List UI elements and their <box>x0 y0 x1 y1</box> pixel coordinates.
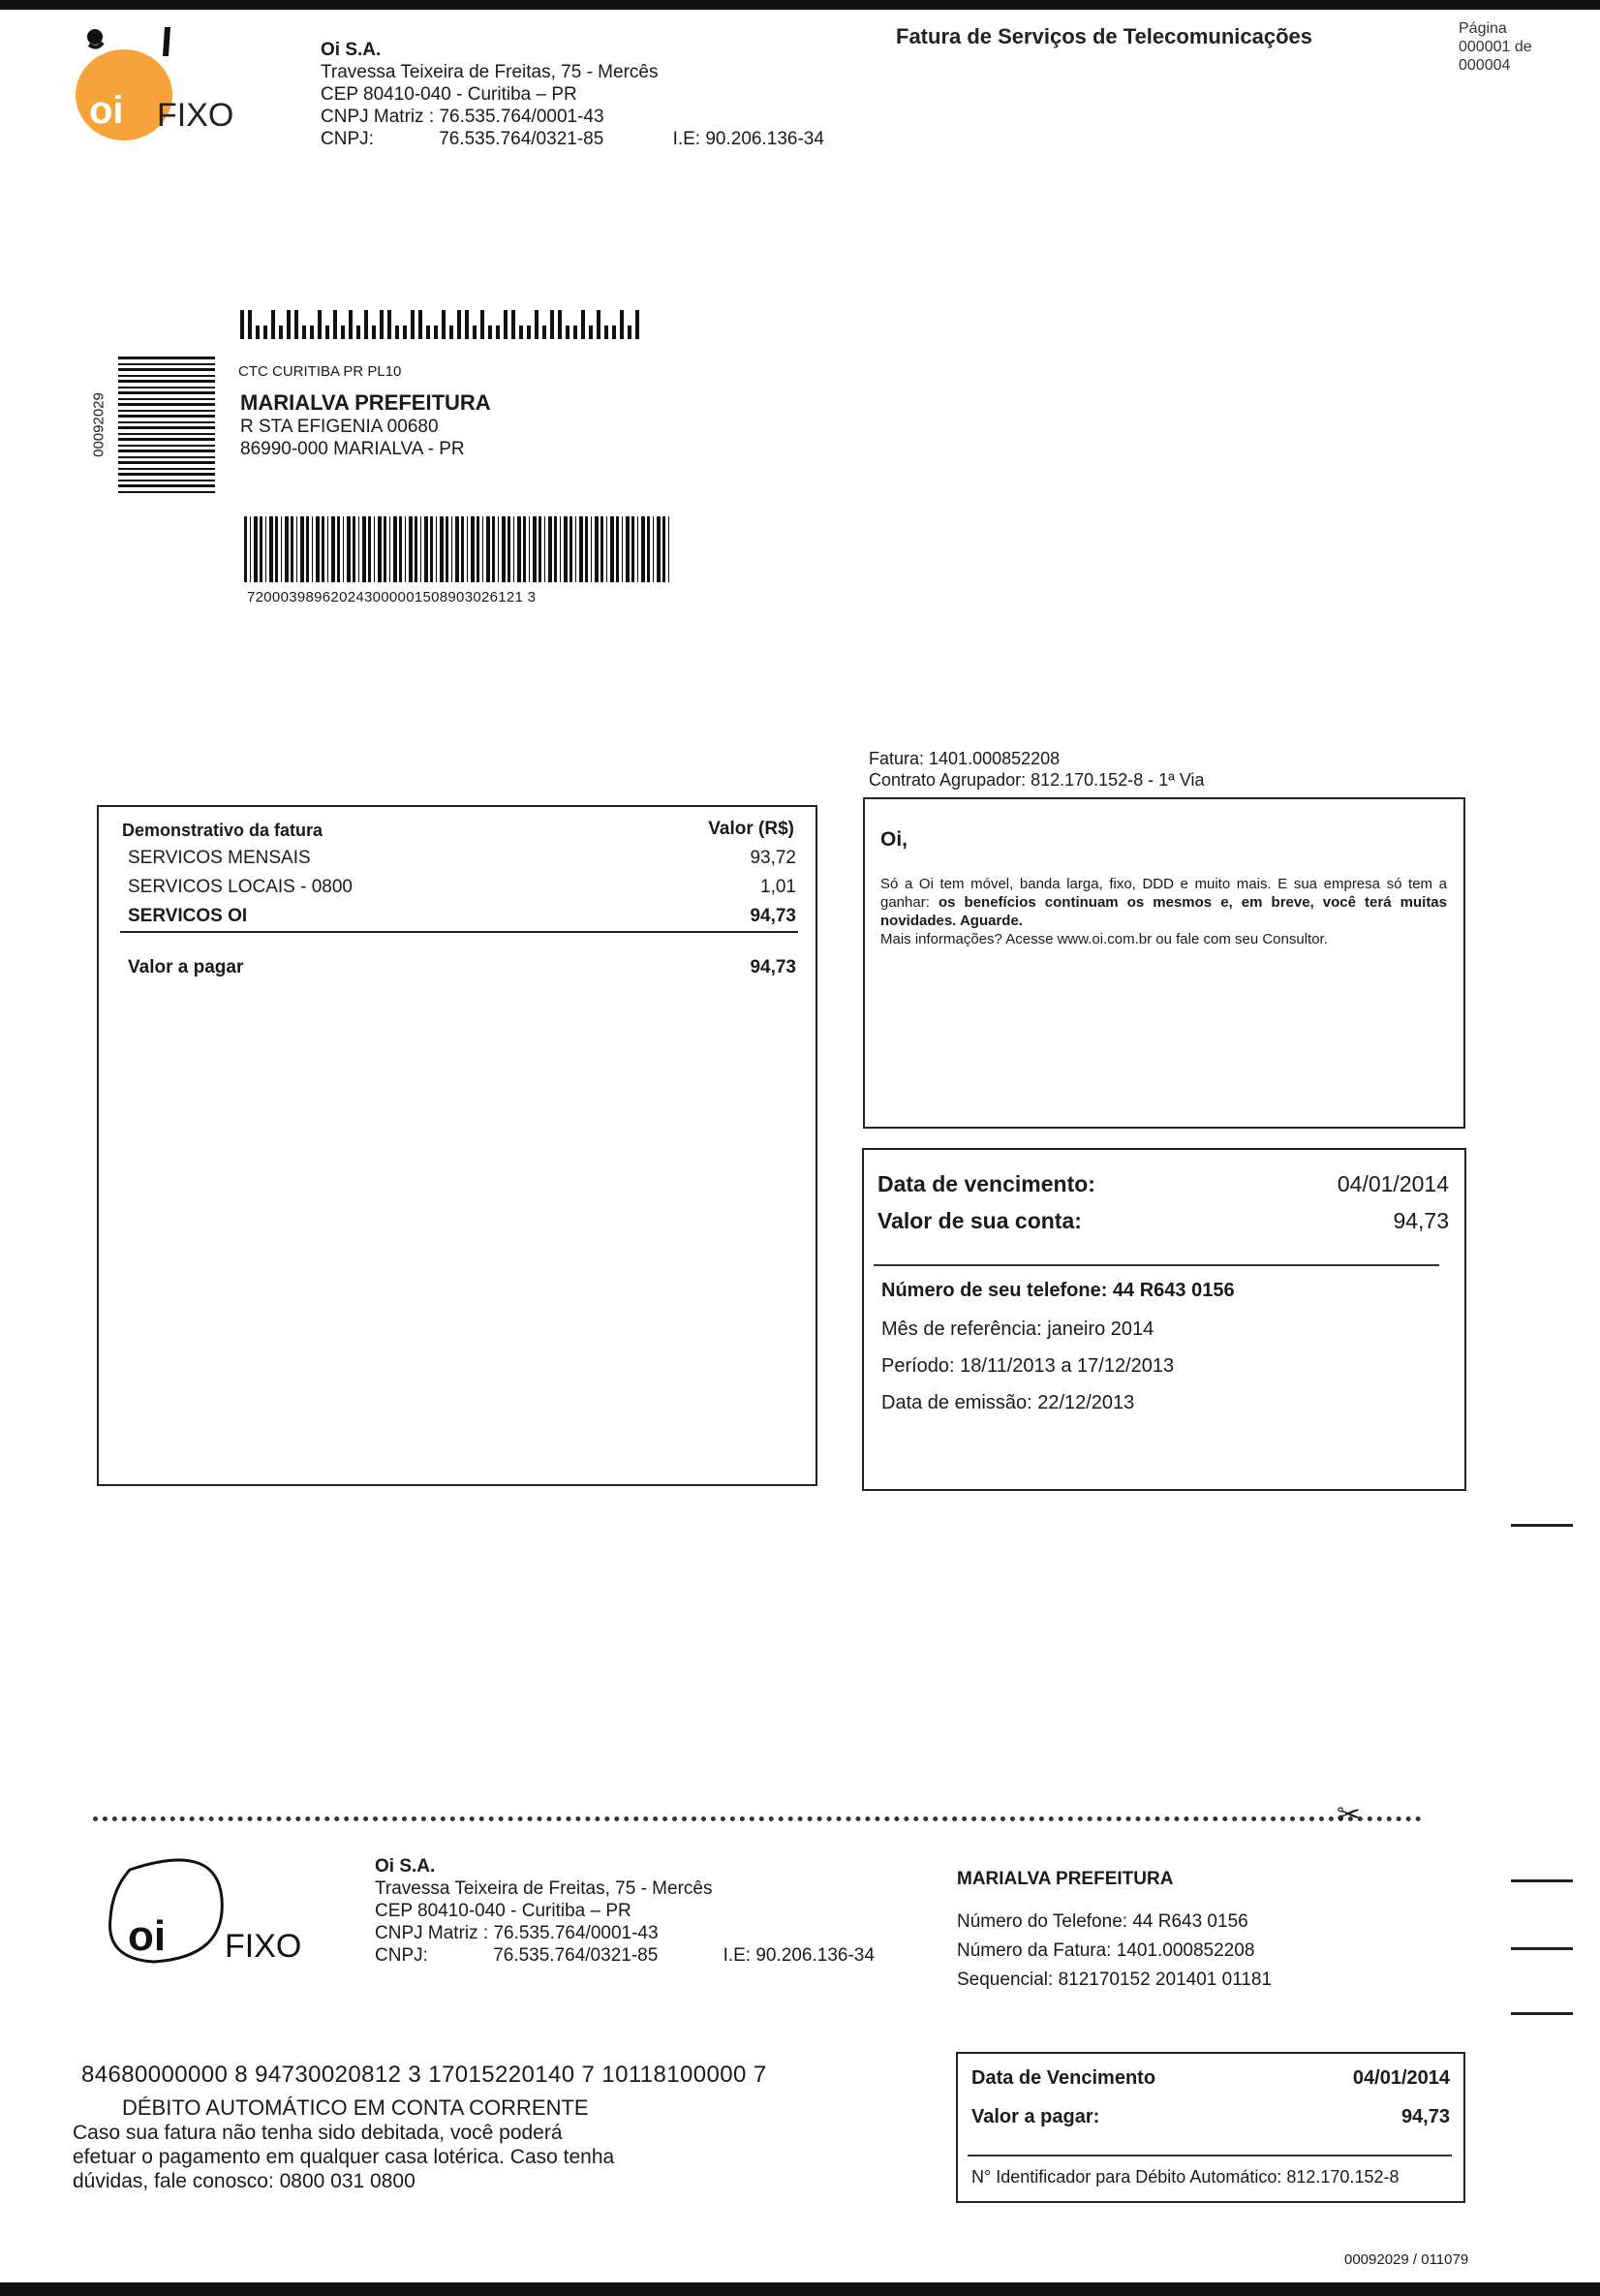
stub-pay-row <box>971 2106 1450 2128</box>
recipient-name: MARIALVA PREFEITURA <box>240 390 491 415</box>
barcode-number: 720003989620243000001508903026121 3 <box>247 589 537 605</box>
scissors-icon: ✂ <box>1337 1799 1362 1831</box>
message-body <box>880 875 1447 930</box>
page-label: Página <box>1459 20 1507 37</box>
page-current: 000001 de <box>1459 39 1532 55</box>
summary-divider <box>874 1264 1439 1266</box>
routing-code: CTC CURITIBA PR PL10 <box>238 363 402 380</box>
stub-due-label: Data de Vencimento <box>971 2067 1156 2089</box>
statement-box <box>97 805 817 1486</box>
stub-due-value: 04/01/2014 <box>1352 2067 1450 2089</box>
stub-due-row <box>971 2067 1450 2090</box>
amount-value: 94,73 <box>1393 1208 1449 1233</box>
debit-text-line: dúvidas, fale conosco: 0800 031 0800 <box>73 2170 415 2192</box>
stub-logo-oi: oi <box>128 1912 167 1960</box>
side-code: 00092029 <box>90 392 108 457</box>
statement-value-header: Valor (R$) <box>708 819 794 839</box>
message-more-info: Mais informações? Acesse www.oi.com.br ou fale com seu Consultor. <box>880 931 1328 947</box>
stub-sequence: Sequencial: 812170152 201401 01181 <box>957 1970 1273 1990</box>
stub-cnpj-value: 76.535.764/0321-85 <box>493 1945 659 1966</box>
margin-mark <box>1511 1524 1573 1527</box>
statement-item-value: 93,72 <box>750 848 796 868</box>
statement-total-row <box>128 957 796 978</box>
statement-total-label: Valor a pagar <box>128 957 244 977</box>
stub-cnpj-label: CNPJ: <box>375 1945 428 1966</box>
invoice-number: Fatura: 1401.000852208 <box>869 749 1061 768</box>
page-total: 000004 <box>1459 57 1511 74</box>
summary-box <box>862 1148 1466 1491</box>
stub-divider <box>968 2155 1452 2156</box>
statement-total-value: 94,73 <box>750 957 796 977</box>
margin-mark <box>1511 1947 1573 1950</box>
cnpj-label: CNPJ: <box>321 129 374 149</box>
stub-payment-box <box>956 2052 1465 2203</box>
postal-barcode <box>240 308 639 339</box>
company-cep: CEP 80410-040 - Curitiba – PR <box>321 84 577 105</box>
reference-month: Mês de referência: janeiro 2014 <box>881 1319 1154 1340</box>
phone-number: Número de seu telefone: 44 R643 0156 <box>881 1280 1235 1301</box>
document-title: Fatura de Serviços de Telecomunicações <box>896 24 1312 48</box>
company-cnpj-matriz: CNPJ Matriz : 76.535.764/0001-43 <box>321 107 604 127</box>
stub-company-info <box>375 1855 875 1967</box>
message-box <box>863 797 1465 1129</box>
issue-date: Data de emissão: 22/12/2013 <box>881 1392 1135 1413</box>
logo-oi-text: oi <box>89 89 124 132</box>
stub-logo-fixo: FIXO <box>225 1928 302 1965</box>
oi-fixo-logo <box>68 17 252 153</box>
billing-period: Período: 18/11/2013 a 17/12/2013 <box>881 1355 1175 1377</box>
amount-row <box>877 1208 1449 1234</box>
stub-phone: Número do Telefone: 44 R643 0156 <box>957 1911 1248 1932</box>
debit-identifier: N° Identificador para Débito Automático: 812.170.152-8 <box>971 2167 1400 2187</box>
company-name: Oi S.A. <box>321 40 382 60</box>
debit-text-line: Caso sua fatura não tenha sido debitada, você poderá <box>73 2122 563 2144</box>
stub-company-address: Travessa Teixeira de Freitas, 75 - Mercês <box>375 1878 713 1899</box>
stub-pay-value: 94,73 <box>1400 2106 1450 2127</box>
stub-company-cnpj-row <box>375 1944 875 1967</box>
statement-items <box>128 848 796 935</box>
contract-number: Contrato Agrupador: 812.170.152-8 - 1ª Via <box>869 770 1205 790</box>
statement-item-label: SERVICOS MENSAIS <box>128 848 311 868</box>
logo-fixo-text: FIXO <box>157 97 234 134</box>
side-barcode <box>118 357 215 496</box>
message-text: Só a Oi tem móvel, banda larga, fixo, DDD e muito mais. E sua empresa só tem a ganhar: <box>880 876 1447 911</box>
digitable-line: 84680000000 8 94730020812 3 17015220140 7 10118100000 7 <box>81 2062 767 2088</box>
statement-subtotal-label: SERVICOS OI <box>128 906 248 926</box>
statement-subtotal-value: 94,73 <box>750 906 796 926</box>
recipient-street: R STA EFIGENIA 00680 <box>240 417 439 437</box>
due-date-row <box>877 1171 1449 1197</box>
statement-title: Demonstrativo da fatura <box>122 821 323 840</box>
debit-text-line: efetuar o pagamento em qualquer casa lotérica. Caso tenha <box>73 2146 615 2168</box>
ie-value: I.E: 90.206.136-34 <box>672 129 824 149</box>
stub-customer-name: MARIALVA PREFEITURA <box>957 1869 1174 1889</box>
margin-mark <box>1511 1879 1573 1882</box>
company-info <box>321 39 824 150</box>
statement-divider <box>120 931 798 933</box>
footer-code: 00092029 / 011079 <box>1344 2251 1469 2268</box>
statement-row <box>128 877 796 906</box>
amount-label: Valor de sua conta: <box>877 1208 1082 1233</box>
message-greeting: Oi, <box>880 828 908 851</box>
stub-company-cep: CEP 80410-040 - Curitiba – PR <box>375 1901 631 1921</box>
main-barcode <box>244 516 670 582</box>
bottom-border <box>0 2282 1600 2296</box>
company-cnpj-row <box>321 128 824 150</box>
stub-company-cnpj-matriz: CNPJ Matriz : 76.535.764/0001-43 <box>375 1923 659 1943</box>
statement-row <box>128 848 796 877</box>
company-address: Travessa Teixeira de Freitas, 75 - Mercês <box>321 62 659 82</box>
stub-logo <box>101 1850 314 1976</box>
cnpj-value: 76.535.764/0321-85 <box>439 129 604 149</box>
due-date-label: Data de vencimento: <box>877 1171 1095 1196</box>
stub-pay-label: Valor a pagar: <box>971 2106 1100 2127</box>
stub-ie-value: I.E: 90.206.136-34 <box>723 1945 875 1966</box>
statement-item-value: 1,01 <box>760 877 796 897</box>
message-text-bold: os benefícios continuam os mesmos e, em breve, você terá muitas novidades. Aguarde. <box>880 894 1447 929</box>
stub-invoice-number: Número da Fatura: 1401.000852208 <box>957 1940 1255 1961</box>
recipient-city: 86990-000 MARIALVA - PR <box>240 439 465 459</box>
debit-text <box>73 2121 654 2193</box>
page-counter <box>1459 19 1532 75</box>
stub-customer-info <box>957 1865 1272 1995</box>
due-date-value: 04/01/2014 <box>1337 1171 1449 1196</box>
statement-item-label: SERVICOS LOCAIS - 0800 <box>128 877 353 897</box>
margin-mark <box>1511 2012 1573 2015</box>
top-border <box>0 0 1600 10</box>
debit-title: DÉBITO AUTOMÁTICO EM CONTA CORRENTE <box>122 2095 589 2120</box>
cut-line <box>93 1816 1422 1821</box>
stub-company-name: Oi S.A. <box>375 1856 436 1877</box>
